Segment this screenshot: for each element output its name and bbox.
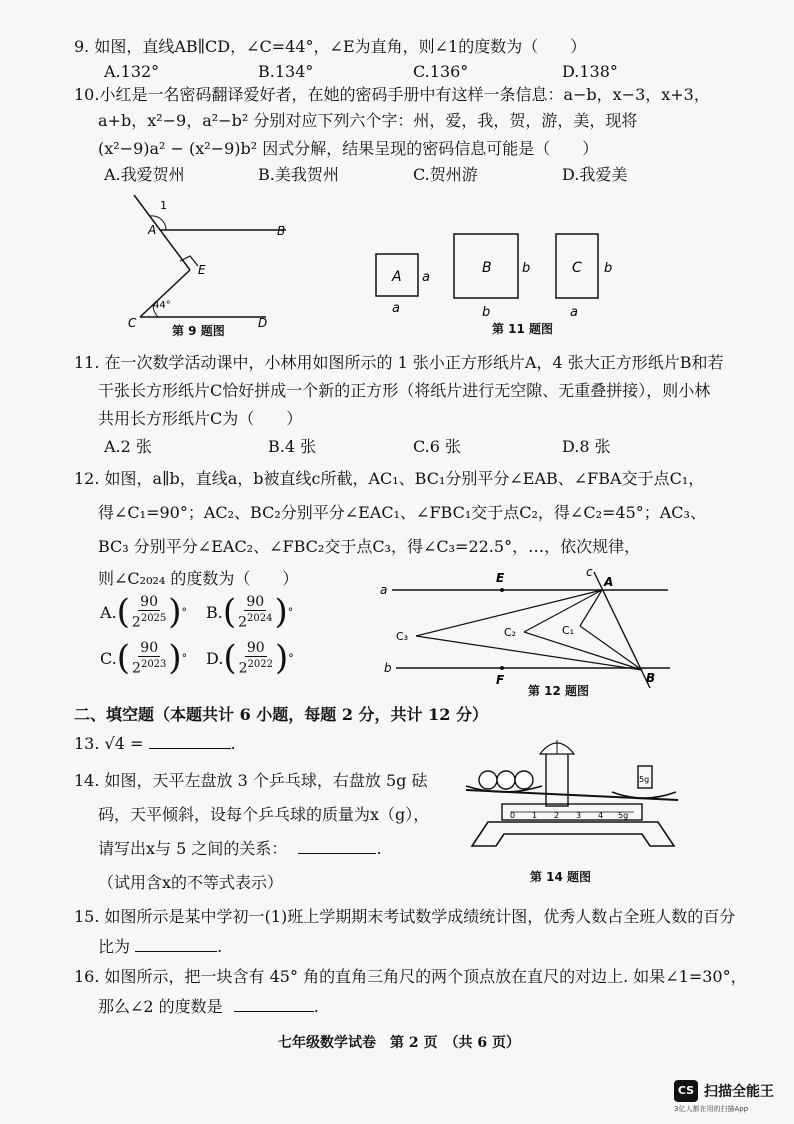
q9-option-a: A.132°: [104, 62, 160, 81]
q11-option-d: D.8 张: [562, 437, 611, 456]
q9-stem: 9. 如图，直线AB∥CD，∠C=44°，∠E为直角，则∠1的度数为（ ）: [74, 37, 587, 56]
q12-c-num: 90: [140, 640, 159, 656]
q12-c-deg: °: [181, 651, 188, 665]
fig9-label-d: D: [258, 316, 268, 330]
fig12-label-A: A: [604, 575, 614, 589]
q15-answer-blank[interactable]: [135, 951, 217, 952]
q11-option-c: C.6 张: [413, 437, 462, 456]
fig14-tick-0: 0: [510, 811, 516, 820]
q9-option-d: D.138°: [562, 62, 618, 81]
fig11-side-b3: b: [604, 261, 613, 276]
fig9-label-b: B: [277, 224, 286, 238]
q12-option-b-letter: B.: [206, 602, 223, 622]
q12-b-exp: 2024: [247, 613, 273, 624]
fig11-label-A: A: [392, 269, 402, 285]
fig9-label-c: C: [128, 316, 137, 330]
q12-d-exp: 2022: [247, 659, 273, 670]
q10-option-a: A.我爱贺州: [104, 165, 185, 184]
figure-11: [370, 226, 620, 326]
q12-option-b: B. ( $\frac{90}{2^{2024}}$ ) °: [206, 592, 294, 633]
fig9-label-a: A: [148, 223, 157, 237]
figure-12: [378, 566, 678, 692]
q14-line2: 码，天平倾斜，设每个乒乓球的质量为x（g），: [98, 805, 430, 824]
q10-line2: a+b，x²−9，a²−b² 分别对应下列六个字：州，爱，我，贺，游，美，现将: [98, 111, 638, 130]
q12-c-base: 2: [132, 660, 141, 677]
q12-a-deg: °: [181, 605, 188, 619]
fig11-side-b2: b: [482, 305, 491, 320]
q14-line3: 请写出x与 5 之间的关系：: [98, 839, 288, 858]
fig9-label-44: 44°: [153, 300, 171, 311]
q14-line3-wrap: 请写出x与 5 之间的关系： .: [98, 839, 382, 858]
fig11-side-a1: a: [422, 270, 430, 285]
q12-d-deg: °: [288, 651, 294, 665]
q10-line1: 10.小红是一名密码翻译爱好者，在她的密码手册中有这样一条信息：a−b，x−3，x+3，: [74, 85, 710, 104]
fig12-label-c: c: [586, 566, 593, 579]
q12-line1: 12. 如图，a∥b，直线a，b被直线c所截，AC₁、BC₁分别平分∠EAB、∠FBA交于点C₁，: [74, 469, 705, 488]
fig12-label-c3: C₃: [396, 630, 409, 643]
q12-option-c: C. ( $\frac{90}{2^{2023}}$ ) °: [100, 638, 188, 679]
fig14-tick-3: 3: [576, 811, 582, 820]
q12-a-base: 2: [131, 614, 141, 631]
q12-b-deg: °: [287, 605, 294, 619]
q12-b-num: 90: [246, 594, 265, 610]
page-footer: 七年级数学试卷 第 2 页 （共 6 页）: [278, 1035, 520, 1051]
q13-end: .: [230, 734, 236, 753]
fig12-caption: 第 12 题图: [528, 684, 590, 698]
q11-line1: 11. 在一次数学活动课中，小林用如图所示的 1 张小正方形纸片A，4 张大正方形纸片B和若: [74, 353, 724, 372]
q12-a-exp: 2025: [140, 613, 167, 624]
q13-stem: 13. √4 =: [74, 734, 144, 753]
fig12-label-c2: C₂: [504, 626, 517, 639]
q12-line2: 得∠C₁=90°；AC₂、BC₂分别平分∠EAC₁、∠FBC₁交于点C₂，得∠C₂=45°；AC₃、: [98, 503, 706, 522]
q12-d-base: 2: [238, 660, 248, 677]
q16-answer-blank[interactable]: [234, 1011, 314, 1012]
q12-c-exp: 2023: [140, 659, 167, 670]
fig14-weight-label: 5g: [639, 775, 650, 784]
q12-line3: BC₃ 分别平分∠EAC₂、∠FBC₂交于点C₃，得∠C₃=22.5°，…，依次规律，: [98, 537, 641, 556]
q9-option-c: C.136°: [413, 62, 469, 81]
q12-line4: 则∠C₂₀₂₄ 的度数为（ ）: [98, 569, 299, 588]
q15-line2-wrap: 比为 .: [98, 937, 223, 956]
q14-line1: 14. 如图，天平左盘放 3 个乒乓球，右盘放 5g 砝: [74, 771, 428, 790]
fig14-tick-1: 1: [532, 811, 538, 820]
fig14-tick-2: 2: [554, 811, 560, 820]
fig12-label-a: a: [380, 583, 388, 597]
q12-option-c-letter: C.: [100, 648, 117, 668]
q11-line3: 共用长方形纸片C为（ ）: [98, 409, 303, 428]
q12-option-d: D. ( $\frac{90}{2^{2022}}$ ) °: [206, 638, 294, 679]
q12-option-a: A. ( $\frac{90}{2^{2025}}$ ) °: [100, 592, 188, 633]
camscanner-name: 扫描全能王: [704, 1084, 774, 1100]
fig11-side-b1: b: [522, 261, 531, 276]
camscanner-watermark: [674, 1080, 774, 1114]
q15-line2: 比为: [98, 937, 131, 956]
q12-option-d-letter: D.: [206, 648, 224, 668]
fig14-tick-5: 5g: [618, 811, 629, 820]
q10-option-c: C.贺州游: [413, 165, 478, 184]
q16-line1: 16. 如图所示，把一块含有 45° 角的直角三角尺的两个顶点放在直尺的对边上. 如果∠1=30°，: [74, 967, 747, 986]
section-2-heading: 二、填空题（本题共计 6 小题，每题 2 分，共计 12 分）: [74, 705, 488, 724]
fig11-label-B: B: [482, 260, 492, 276]
q11-line2: 干张长方形纸片C恰好拼成一个新的正方形（将纸片进行无空隙、无重叠拼接），则小林: [98, 381, 711, 400]
fig9-caption: 第 9 题图: [172, 324, 225, 338]
q12-option-a-letter: A.: [100, 602, 117, 622]
fig12-label-b: b: [384, 661, 392, 675]
fig11-side-a2: a: [392, 301, 400, 316]
q16-line2: 那么∠2 的度数是: [98, 997, 223, 1016]
fig12-label-B: B: [646, 671, 656, 685]
q11-option-a: A.2 张: [104, 437, 152, 456]
fig12-label-F: F: [496, 673, 505, 687]
q10-line3: (x²−9)a² − (x²−9)b² 因式分解，结果呈现的密码信息可能是（ ）: [98, 139, 599, 158]
figure-9: [120, 190, 300, 340]
fig11-side-a3: a: [570, 305, 578, 320]
fig11-caption: 第 11 题图: [492, 322, 554, 336]
q13: [74, 734, 236, 753]
q10-option-d: D.我爱美: [562, 165, 628, 184]
q9-option-b: B.134°: [258, 62, 314, 81]
q12-b-base: 2: [238, 614, 248, 631]
q14-line4: （试用含x的不等式表示）: [98, 873, 284, 892]
q14-answer-blank[interactable]: [298, 853, 376, 854]
q11-option-b: B.4 张: [268, 437, 317, 456]
camscanner-logo-icon: CS: [674, 1080, 698, 1102]
q16-line2-wrap: 那么∠2 的度数是 .: [98, 997, 319, 1016]
fig14-tick-4: 4: [598, 811, 604, 820]
fig12-label-E: E: [496, 571, 505, 585]
q15-line1: 15. 如图所示是某中学初一(1)班上学期期末考试数学成绩统计图，优秀人数占全班人数的百分: [74, 907, 736, 926]
fig11-label-C: C: [572, 260, 582, 276]
figure-14-balance: [462, 734, 684, 862]
fig9-label-e: E: [198, 263, 206, 277]
q13-answer-blank[interactable]: [149, 748, 231, 749]
q12-a-num: 90: [140, 594, 158, 610]
q10-option-b: B.美我贺州: [258, 165, 339, 184]
q12-d-num: 90: [246, 640, 265, 656]
fig14-caption: 第 14 题图: [530, 870, 592, 884]
fig9-label-angle1: 1: [160, 199, 167, 212]
fig12-label-c1: C₁: [562, 624, 575, 637]
camscanner-tagline: 3亿人都在用的扫描App: [674, 1105, 749, 1113]
